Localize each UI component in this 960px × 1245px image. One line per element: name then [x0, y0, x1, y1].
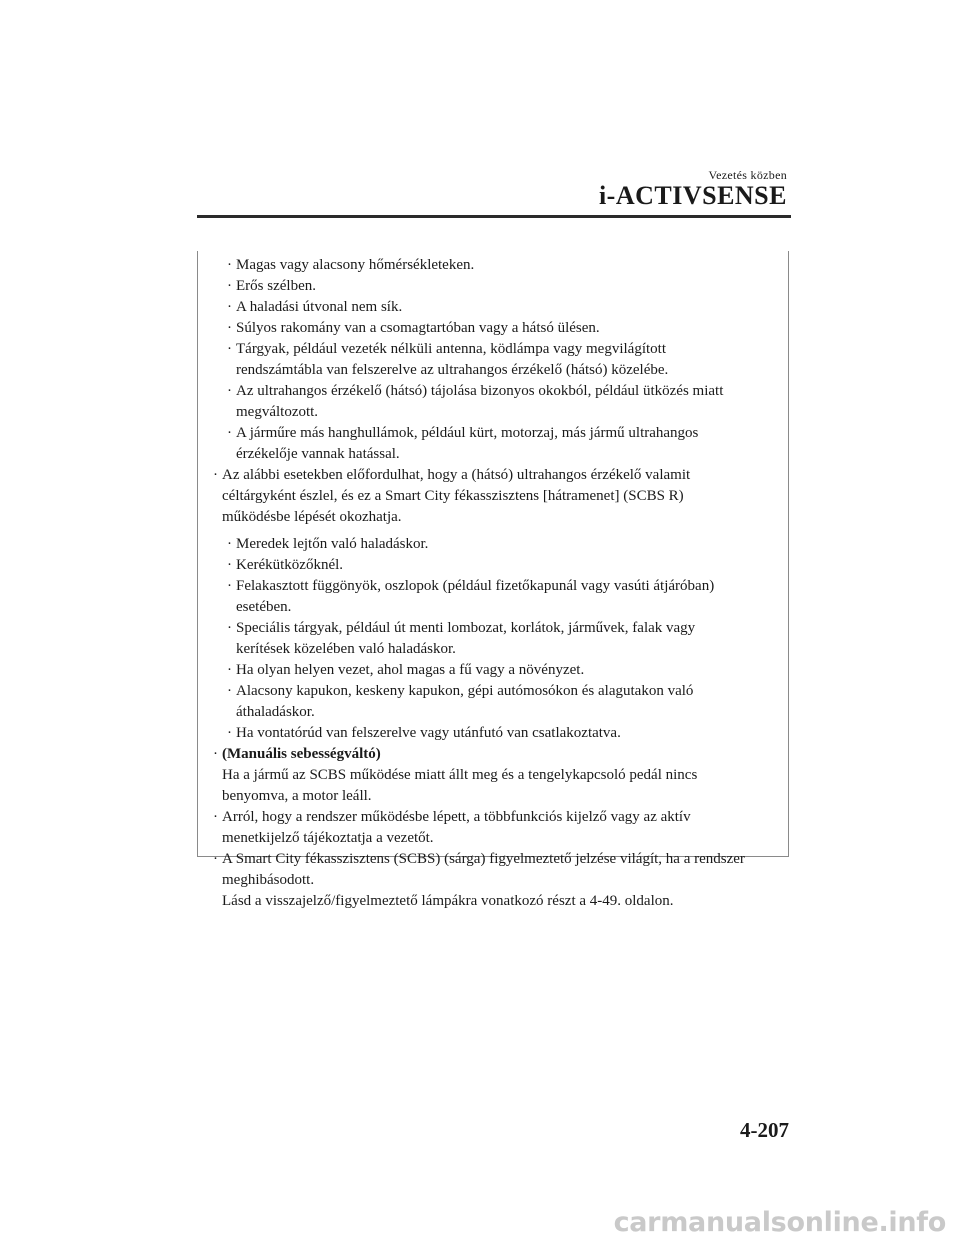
bullet-icon: ·	[213, 467, 218, 483]
bullet-icon: ·	[213, 851, 218, 867]
bullet-icon: ·	[227, 341, 232, 357]
bullet-icon: ·	[227, 578, 232, 594]
bullet-icon: ·	[213, 746, 218, 762]
note-item: · Erős szélben.	[236, 276, 316, 297]
bullet-icon: ·	[227, 557, 232, 573]
bullet-icon: ·	[227, 278, 232, 294]
watermark: carmanualsonline.info	[613, 1207, 946, 1238]
note-item: · Az ultrahangos érzékelő (hátsó) tájolása bizonyos okokból, például ütközés miatt megváltozott.	[227, 383, 724, 420]
page-number: 4-207	[740, 1118, 789, 1142]
bullet-icon: ·	[227, 299, 232, 315]
note-item: · Tárgyak, például vezeték nélküli antenna, ködlámpa vagy megvilágított rendszámtábla van felszerelve az ultrahangos érzékelő (hátsó) közelébe.	[227, 341, 669, 378]
note-item: · A járműre más hanghullámok, például kürt, motorzaj, más jármű ultrahangos érzékelője vannak hatással.	[227, 425, 699, 462]
note-item: · Felakasztott függönyök, oszlopok (például fizetőkapunál vagy vasúti átjáróban) esetében.	[227, 578, 715, 615]
bullet-icon: ·	[213, 809, 218, 825]
bullet-icon: ·	[227, 620, 232, 636]
note-item: · A Smart City fékasszisztens (SCBS) (sárga) figyelmeztető jelzése világít, ha a rendszer meghibásodott. Lásd a visszajelző/figyelmeztető lámpákra vonatkozó részt a 4-49. oldalon.	[213, 851, 745, 909]
note-item: · Súlyos rakomány van a csomagtartóban vagy a hátsó ülésen.	[236, 318, 600, 339]
note-item: · Speciális tárgyak, például út menti lombozat, korlátok, járművek, falak vagy kerítések közelében való haladáskor.	[227, 620, 696, 657]
bullet-icon: ·	[227, 536, 232, 552]
header-rule	[197, 215, 791, 218]
note-item: · Kerékütközőknél.	[236, 555, 343, 576]
note-item: · A haladási útvonal nem sík.	[236, 297, 402, 318]
note-item: · Ha olyan helyen vezet, ahol magas a fű vagy a növényzet.	[236, 660, 584, 681]
note-item: · Alacsony kapukon, keskeny kapukon, gépi autómosókon és alagutakon való áthaladáskor.	[227, 683, 694, 720]
note-item: · Ha vontatórúd van felszerelve vagy utánfutó van csatlakoztatva.	[236, 723, 621, 744]
bullet-icon: ·	[227, 662, 232, 678]
note-item: · Arról, hogy a rendszer működésbe lépett, a többfunkciós kijelző vagy az aktív menetkijelző tájékoztatja a vezetőt.	[213, 809, 691, 846]
bullet-icon: ·	[227, 683, 232, 699]
bullet-icon: ·	[227, 257, 232, 273]
bullet-icon: ·	[227, 383, 232, 399]
note-item: · Magas vagy alacsony hőmérsékleteken.	[236, 255, 474, 276]
bullet-icon: ·	[227, 425, 232, 441]
note-item: · Meredek lejtőn való haladáskor.	[236, 534, 428, 555]
section-label: Vezetés közben	[708, 168, 787, 182]
note-item: · Az alábbi esetekben előfordulhat, hogy a (hátsó) ultrahangos érzékelő valamit céltárgyként észlel, és ez a Smart City fékasszisztens [hátramenet] (SCBS R) működésbe lépését okozhatja.	[213, 467, 691, 525]
chapter-title: i-ACTIVSENSE	[598, 181, 787, 210]
bullet-icon: ·	[227, 725, 232, 741]
bullet-icon: ·	[227, 320, 232, 336]
note-item: · (Manuális sebességváltó) Ha a jármű az SCBS működése miatt állt meg és a tengelykapcsoló pedál nincs benyomva, a motor leáll.	[213, 746, 698, 804]
